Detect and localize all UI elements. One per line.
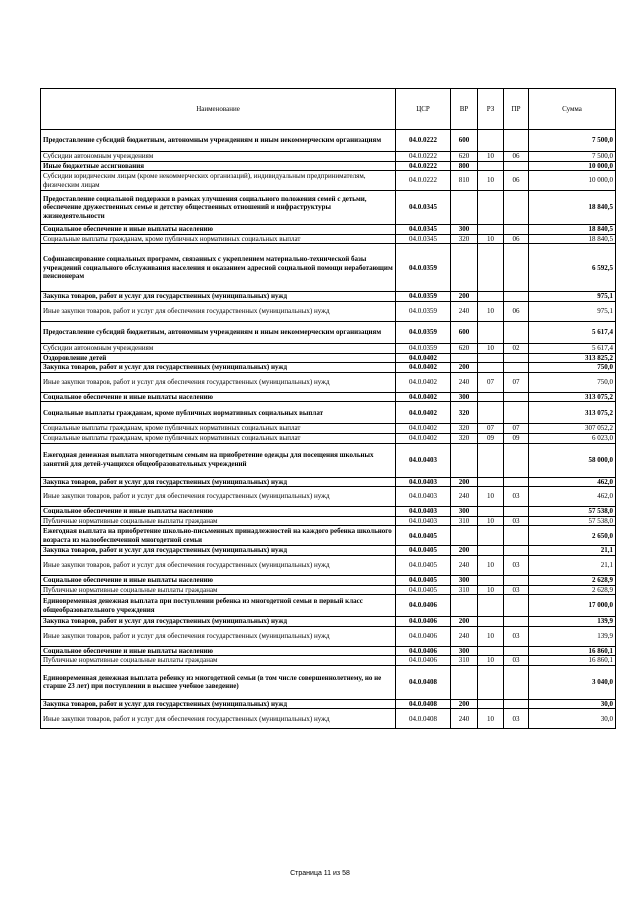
cell-pr: 07 bbox=[504, 372, 529, 392]
cell-csr: 04.0.0405 bbox=[396, 575, 451, 585]
cell-csr: 04.0.0345 bbox=[396, 234, 451, 244]
cell-vr: 300 bbox=[451, 225, 478, 235]
cell-name: Иные закупки товаров, работ и услуг для обеспечения государственных (муниципальных) нужд bbox=[41, 301, 396, 321]
cell-vr: 810 bbox=[451, 171, 478, 191]
cell-rz: 09 bbox=[478, 433, 504, 443]
cell-pr: 03 bbox=[504, 656, 529, 666]
cell-csr: 04.0.0359 bbox=[396, 244, 451, 292]
table-row bbox=[41, 234, 616, 244]
cell-rz bbox=[478, 130, 504, 152]
cell-vr: 600 bbox=[451, 130, 478, 152]
cell-pr bbox=[504, 321, 529, 343]
cell-rz bbox=[478, 402, 504, 424]
cell-pr bbox=[504, 292, 529, 302]
cell-pr: 03 bbox=[504, 516, 529, 526]
table-row bbox=[41, 546, 616, 556]
cell-pr bbox=[504, 646, 529, 656]
cell-name: Закупка товаров, работ и услуг для государственных (муниципальных) нужд bbox=[41, 292, 396, 302]
cell-csr: 04.0.0402 bbox=[396, 402, 451, 424]
cell-csr: 04.0.0402 bbox=[396, 353, 451, 363]
cell-vr: 600 bbox=[451, 321, 478, 343]
cell-sum: 2 628,9 bbox=[529, 575, 616, 585]
cell-csr: 04.0.0403 bbox=[396, 507, 451, 517]
cell-rz: 10 bbox=[478, 656, 504, 666]
cell-name: Предоставление субсидий бюджетным, автономным учреждениям и иным некоммерческим организациям bbox=[41, 321, 396, 343]
header-rz: РЗ bbox=[478, 89, 504, 130]
cell-csr: 04.0.0402 bbox=[396, 392, 451, 402]
table-row bbox=[41, 507, 616, 517]
cell-vr: 240 bbox=[451, 555, 478, 575]
cell-sum: 750,0 bbox=[529, 372, 616, 392]
header-sum: Сумма bbox=[529, 89, 616, 130]
cell-name: Субсидии автономным учреждениям bbox=[41, 343, 396, 353]
table-row bbox=[41, 244, 616, 292]
cell-name: Иные закупки товаров, работ и услуг для обеспечения государственных (муниципальных) нужд bbox=[41, 372, 396, 392]
table-row bbox=[41, 353, 616, 363]
cell-name: Социальные выплаты гражданам, кроме публичных нормативных социальных выплат bbox=[41, 424, 396, 434]
cell-rz: 10 bbox=[478, 555, 504, 575]
cell-rz bbox=[478, 392, 504, 402]
cell-vr bbox=[451, 443, 478, 477]
cell-pr: 03 bbox=[504, 555, 529, 575]
cell-name: Предоставление социальной поддержки в рамках улучшения социального положения семей с детьми, обеспечение дружественных семье и детству общественных отношений и инфраструктуры жизнедеятельности bbox=[41, 191, 396, 225]
cell-pr bbox=[504, 402, 529, 424]
cell-csr: 04.0.0403 bbox=[396, 443, 451, 477]
cell-pr: 06 bbox=[504, 152, 529, 162]
header-vr: ВР bbox=[451, 89, 478, 130]
cell-sum: 6 023,0 bbox=[529, 433, 616, 443]
table-row bbox=[41, 292, 616, 302]
cell-name: Ежегодная денежная выплата многодетным семьям на приобретение одежды для посещения школьных занятий для детей-учащихся общеобразовательных учреждений bbox=[41, 443, 396, 477]
cell-pr: 07 bbox=[504, 424, 529, 434]
cell-pr bbox=[504, 191, 529, 225]
cell-name: Социальное обеспечение и иные выплаты населению bbox=[41, 507, 396, 517]
cell-name: Социальные выплаты гражданам, кроме публичных нормативных социальных выплат bbox=[41, 234, 396, 244]
cell-csr: 04.0.0408 bbox=[396, 665, 451, 699]
cell-pr: 03 bbox=[504, 626, 529, 646]
cell-vr: 240 bbox=[451, 626, 478, 646]
cell-rz bbox=[478, 507, 504, 517]
cell-pr bbox=[504, 244, 529, 292]
cell-sum: 30,0 bbox=[529, 699, 616, 709]
cell-pr: 03 bbox=[504, 585, 529, 595]
cell-rz: 10 bbox=[478, 487, 504, 507]
cell-pr: 09 bbox=[504, 433, 529, 443]
cell-pr bbox=[504, 225, 529, 235]
cell-csr: 04.0.0403 bbox=[396, 477, 451, 487]
table-row bbox=[41, 555, 616, 575]
cell-name: Публичные нормативные социальные выплаты гражданам bbox=[41, 585, 396, 595]
cell-sum: 18 840,5 bbox=[529, 234, 616, 244]
cell-sum: 139,9 bbox=[529, 617, 616, 627]
table-row bbox=[41, 595, 616, 617]
cell-pr bbox=[504, 392, 529, 402]
table-row bbox=[41, 656, 616, 666]
cell-vr: 320 bbox=[451, 402, 478, 424]
table-row bbox=[41, 617, 616, 627]
cell-rz: 10 bbox=[478, 301, 504, 321]
cell-name: Субсидии юридическим лицам (кроме некоммерческих организаций), индивидуальным предпринимателям, физическим лицам bbox=[41, 171, 396, 191]
cell-vr: 800 bbox=[451, 161, 478, 171]
cell-csr: 04.0.0405 bbox=[396, 585, 451, 595]
cell-sum: 16 860,1 bbox=[529, 656, 616, 666]
cell-sum: 313 825,2 bbox=[529, 353, 616, 363]
cell-vr: 200 bbox=[451, 546, 478, 556]
table-row bbox=[41, 433, 616, 443]
table-row bbox=[41, 443, 616, 477]
table-row bbox=[41, 392, 616, 402]
cell-sum: 3 040,0 bbox=[529, 665, 616, 699]
cell-csr: 04.0.0222 bbox=[396, 152, 451, 162]
table-row bbox=[41, 575, 616, 585]
cell-name: Иные закупки товаров, работ и услуг для обеспечения государственных (муниципальных) нужд bbox=[41, 555, 396, 575]
cell-vr: 310 bbox=[451, 516, 478, 526]
header-pr: ПР bbox=[504, 89, 529, 130]
cell-pr bbox=[504, 443, 529, 477]
table-row bbox=[41, 487, 616, 507]
cell-name: Ежегодная выплата на приобретение школьно-письменных принадлежностей на каждого ребенка школьного возраста из малообеспеченной многодетной семьи bbox=[41, 526, 396, 546]
cell-rz: 10 bbox=[478, 152, 504, 162]
cell-name: Закупка товаров, работ и услуг для государственных (муниципальных) нужд bbox=[41, 699, 396, 709]
cell-rz bbox=[478, 443, 504, 477]
cell-sum: 7 500,0 bbox=[529, 152, 616, 162]
cell-csr: 04.0.0222 bbox=[396, 130, 451, 152]
cell-csr: 04.0.0222 bbox=[396, 171, 451, 191]
cell-pr bbox=[504, 699, 529, 709]
cell-pr bbox=[504, 665, 529, 699]
cell-vr: 320 bbox=[451, 433, 478, 443]
cell-name: Иные закупки товаров, работ и услуг для обеспечения государственных (муниципальных) нужд bbox=[41, 709, 396, 729]
cell-rz bbox=[478, 191, 504, 225]
cell-vr bbox=[451, 526, 478, 546]
cell-csr: 04.0.0406 bbox=[396, 595, 451, 617]
table-row bbox=[41, 646, 616, 656]
cell-sum: 5 617,4 bbox=[529, 343, 616, 353]
cell-sum: 462,0 bbox=[529, 487, 616, 507]
cell-name: Социальное обеспечение и иные выплаты населению bbox=[41, 392, 396, 402]
table-row bbox=[41, 363, 616, 373]
cell-csr: 04.0.0406 bbox=[396, 646, 451, 656]
cell-rz: 10 bbox=[478, 516, 504, 526]
cell-name: Публичные нормативные социальные выплаты гражданам bbox=[41, 656, 396, 666]
table-row bbox=[41, 709, 616, 729]
table-row bbox=[41, 225, 616, 235]
cell-sum: 975,1 bbox=[529, 292, 616, 302]
cell-rz: 10 bbox=[478, 585, 504, 595]
table-row bbox=[41, 161, 616, 171]
cell-pr bbox=[504, 130, 529, 152]
cell-vr: 310 bbox=[451, 585, 478, 595]
cell-csr: 04.0.0403 bbox=[396, 487, 451, 507]
header-name: Наименование bbox=[41, 89, 396, 130]
cell-csr: 04.0.0405 bbox=[396, 546, 451, 556]
cell-rz: 07 bbox=[478, 424, 504, 434]
table-row bbox=[41, 372, 616, 392]
cell-csr: 04.0.0402 bbox=[396, 372, 451, 392]
cell-name: Оздоровление детей bbox=[41, 353, 396, 363]
header-csr: ЦСР bbox=[396, 89, 451, 130]
cell-sum: 462,0 bbox=[529, 477, 616, 487]
cell-csr: 04.0.0359 bbox=[396, 321, 451, 343]
cell-csr: 04.0.0406 bbox=[396, 617, 451, 627]
cell-vr bbox=[451, 595, 478, 617]
cell-csr: 04.0.0402 bbox=[396, 424, 451, 434]
cell-rz bbox=[478, 244, 504, 292]
cell-rz bbox=[478, 665, 504, 699]
cell-vr: 310 bbox=[451, 656, 478, 666]
cell-name: Субсидии автономным учреждениям bbox=[41, 152, 396, 162]
table-row bbox=[41, 585, 616, 595]
cell-vr: 300 bbox=[451, 392, 478, 402]
cell-sum: 313 075,2 bbox=[529, 402, 616, 424]
cell-csr: 04.0.0406 bbox=[396, 656, 451, 666]
table-row bbox=[41, 699, 616, 709]
cell-name: Социальное обеспечение и иные выплаты населению bbox=[41, 225, 396, 235]
cell-name: Иные бюджетные ассигнования bbox=[41, 161, 396, 171]
cell-rz bbox=[478, 646, 504, 656]
cell-csr: 04.0.0406 bbox=[396, 626, 451, 646]
cell-rz: 10 bbox=[478, 343, 504, 353]
cell-pr bbox=[504, 161, 529, 171]
table-row bbox=[41, 130, 616, 152]
cell-name: Закупка товаров, работ и услуг для государственных (муниципальных) нужд bbox=[41, 617, 396, 627]
cell-name: Единовременная денежная выплата при поступлении ребенка из многодетной семьи в первый класс общеобразовательного учреждения bbox=[41, 595, 396, 617]
table-row bbox=[41, 343, 616, 353]
cell-sum: 21,1 bbox=[529, 546, 616, 556]
cell-vr: 200 bbox=[451, 363, 478, 373]
table-row bbox=[41, 516, 616, 526]
cell-pr: 06 bbox=[504, 171, 529, 191]
cell-rz: 07 bbox=[478, 372, 504, 392]
cell-vr: 200 bbox=[451, 477, 478, 487]
cell-pr: 03 bbox=[504, 709, 529, 729]
cell-pr: 03 bbox=[504, 487, 529, 507]
cell-vr: 300 bbox=[451, 646, 478, 656]
cell-name: Иные закупки товаров, работ и услуг для обеспечения государственных (муниципальных) нужд bbox=[41, 487, 396, 507]
cell-vr bbox=[451, 191, 478, 225]
cell-rz bbox=[478, 477, 504, 487]
cell-sum: 139,9 bbox=[529, 626, 616, 646]
cell-vr: 620 bbox=[451, 152, 478, 162]
cell-vr: 240 bbox=[451, 709, 478, 729]
cell-csr: 04.0.0403 bbox=[396, 516, 451, 526]
cell-sum: 750,0 bbox=[529, 363, 616, 373]
cell-name: Софинансирование социальных программ, связанных с укреплением материально-технической базы учреждений социального обслуживания населения и оказанием адресной социальной помощи неработающим пенсионерам bbox=[41, 244, 396, 292]
cell-sum: 2 628,9 bbox=[529, 585, 616, 595]
table-row bbox=[41, 191, 616, 225]
cell-pr bbox=[504, 477, 529, 487]
cell-sum: 6 592,5 bbox=[529, 244, 616, 292]
cell-csr: 04.0.0359 bbox=[396, 301, 451, 321]
cell-rz bbox=[478, 617, 504, 627]
cell-rz bbox=[478, 526, 504, 546]
cell-sum: 30,0 bbox=[529, 709, 616, 729]
cell-name: Закупка товаров, работ и услуг для государственных (муниципальных) нужд bbox=[41, 546, 396, 556]
cell-csr: 04.0.0345 bbox=[396, 225, 451, 235]
cell-rz bbox=[478, 363, 504, 373]
cell-sum: 57 538,0 bbox=[529, 516, 616, 526]
cell-name: Закупка товаров, работ и услуг для государственных (муниципальных) нужд bbox=[41, 477, 396, 487]
cell-sum: 18 840,5 bbox=[529, 191, 616, 225]
cell-rz bbox=[478, 546, 504, 556]
cell-csr: 04.0.0408 bbox=[396, 709, 451, 729]
cell-rz: 10 bbox=[478, 171, 504, 191]
cell-pr bbox=[504, 546, 529, 556]
cell-csr: 04.0.0359 bbox=[396, 292, 451, 302]
cell-vr bbox=[451, 353, 478, 363]
table-row bbox=[41, 301, 616, 321]
cell-csr: 04.0.0405 bbox=[396, 526, 451, 546]
table-row bbox=[41, 402, 616, 424]
cell-pr bbox=[504, 575, 529, 585]
table-row bbox=[41, 665, 616, 699]
cell-sum: 17 000,0 bbox=[529, 595, 616, 617]
cell-sum: 10 000,0 bbox=[529, 171, 616, 191]
cell-name: Социальное обеспечение и иные выплаты населению bbox=[41, 646, 396, 656]
cell-pr: 06 bbox=[504, 234, 529, 244]
cell-sum: 58 000,0 bbox=[529, 443, 616, 477]
cell-csr: 04.0.0408 bbox=[396, 699, 451, 709]
cell-vr: 200 bbox=[451, 292, 478, 302]
cell-vr bbox=[451, 665, 478, 699]
cell-pr bbox=[504, 526, 529, 546]
table-row bbox=[41, 152, 616, 162]
cell-rz: 10 bbox=[478, 234, 504, 244]
cell-pr bbox=[504, 595, 529, 617]
cell-name: Предоставление субсидий бюджетным, автономным учреждениям и иным некоммерческим организациям bbox=[41, 130, 396, 152]
budget-table bbox=[40, 88, 616, 729]
cell-sum: 10 000,0 bbox=[529, 161, 616, 171]
cell-name: Социальные выплаты гражданам, кроме публичных нормативных социальных выплат bbox=[41, 402, 396, 424]
cell-name: Единовременная денежная выплата ребенку из многодетной семьи (в том числе совершеннолетнему, но не старше 23 лет) при поступлении в высшее учебное заведение) bbox=[41, 665, 396, 699]
cell-rz: 10 bbox=[478, 626, 504, 646]
table-row bbox=[41, 171, 616, 191]
cell-rz bbox=[478, 161, 504, 171]
table-row bbox=[41, 626, 616, 646]
cell-sum: 18 840,5 bbox=[529, 225, 616, 235]
cell-vr: 240 bbox=[451, 487, 478, 507]
cell-pr bbox=[504, 617, 529, 627]
cell-sum: 5 617,4 bbox=[529, 321, 616, 343]
cell-csr: 04.0.0345 bbox=[396, 191, 451, 225]
cell-name: Иные закупки товаров, работ и услуг для обеспечения государственных (муниципальных) нужд bbox=[41, 626, 396, 646]
table-row bbox=[41, 424, 616, 434]
cell-csr: 04.0.0405 bbox=[396, 555, 451, 575]
cell-rz bbox=[478, 292, 504, 302]
cell-sum: 57 538,0 bbox=[529, 507, 616, 517]
cell-vr: 320 bbox=[451, 234, 478, 244]
cell-sum: 16 860,1 bbox=[529, 646, 616, 656]
cell-pr: 06 bbox=[504, 301, 529, 321]
cell-sum: 7 500,0 bbox=[529, 130, 616, 152]
cell-rz: 10 bbox=[478, 709, 504, 729]
cell-vr: 240 bbox=[451, 301, 478, 321]
cell-name: Закупка товаров, работ и услуг для государственных (муниципальных) нужд bbox=[41, 363, 396, 373]
cell-vr: 200 bbox=[451, 699, 478, 709]
cell-vr: 200 bbox=[451, 617, 478, 627]
cell-sum: 21,1 bbox=[529, 555, 616, 575]
cell-sum: 307 052,2 bbox=[529, 424, 616, 434]
cell-rz bbox=[478, 595, 504, 617]
cell-csr: 04.0.0402 bbox=[396, 363, 451, 373]
cell-sum: 313 075,2 bbox=[529, 392, 616, 402]
cell-pr bbox=[504, 353, 529, 363]
cell-vr: 240 bbox=[451, 372, 478, 392]
cell-csr: 04.0.0222 bbox=[396, 161, 451, 171]
cell-pr bbox=[504, 507, 529, 517]
cell-name: Социальное обеспечение и иные выплаты населению bbox=[41, 575, 396, 585]
cell-rz bbox=[478, 353, 504, 363]
cell-rz bbox=[478, 321, 504, 343]
cell-sum: 975,1 bbox=[529, 301, 616, 321]
cell-vr: 320 bbox=[451, 424, 478, 434]
cell-pr: 02 bbox=[504, 343, 529, 353]
cell-name: Публичные нормативные социальные выплаты гражданам bbox=[41, 516, 396, 526]
table-row bbox=[41, 321, 616, 343]
cell-rz bbox=[478, 575, 504, 585]
cell-csr: 04.0.0359 bbox=[396, 343, 451, 353]
cell-vr bbox=[451, 244, 478, 292]
table-row bbox=[41, 477, 616, 487]
cell-vr: 300 bbox=[451, 575, 478, 585]
cell-vr: 620 bbox=[451, 343, 478, 353]
cell-rz bbox=[478, 699, 504, 709]
table-row bbox=[41, 526, 616, 546]
cell-vr: 300 bbox=[451, 507, 478, 517]
cell-pr bbox=[504, 363, 529, 373]
cell-sum: 2 650,0 bbox=[529, 526, 616, 546]
cell-rz bbox=[478, 225, 504, 235]
cell-csr: 04.0.0402 bbox=[396, 433, 451, 443]
table-header-row bbox=[41, 89, 616, 130]
page-footer: Страница 11 из 58 bbox=[290, 870, 350, 877]
cell-name: Социальные выплаты гражданам, кроме публичных нормативных социальных выплат bbox=[41, 433, 396, 443]
